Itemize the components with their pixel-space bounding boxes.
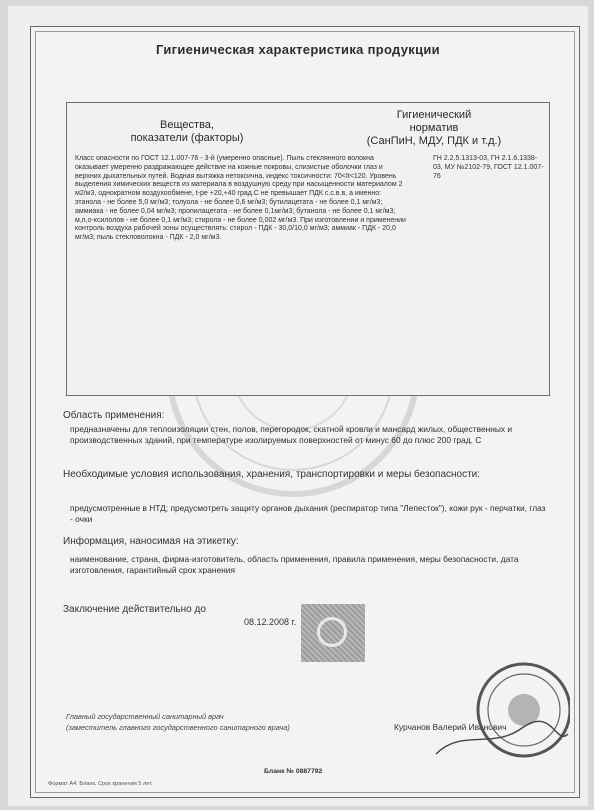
signatory-line-2: (заместитель главного государственного санитарного врача) — [66, 723, 290, 732]
signatory-line-1: Главный государственный санитарный врач — [66, 712, 224, 721]
validity-date: 08.12.2008 г. — [244, 617, 297, 627]
norms-column-header — [329, 109, 539, 148]
info-text: наименование, страна, фирма-изготовитель, область применения, правила применения, меры безопасности, дата изготовления, гарантийный срок хранения — [70, 554, 519, 575]
norms-text: ГН 2.2.5.1313-03, ГН 2.1.6.1338-03, МУ №2102-79, ГОСТ 12.1.007-76 — [433, 155, 544, 180]
norms-header-line-1: Гигиенический — [396, 109, 472, 121]
area-label: Область применения: — [63, 410, 165, 421]
conditions-label: Необходимые условия использования, хранения, транспортировки и меры безопасности: — [63, 469, 481, 480]
conditions-text: предусмотренные в НТД; предусмотреть защиту органов дыхания (респиратор типа "Лепесток"), кожи рук - перчатки, глаз - очки — [70, 503, 546, 524]
factors-text: Класс опасности по ГОСТ 12.1.007-76 - 3-й (умеренно опасные). Пыль стеклянного волокна оказывает умеренно раздражающее действие на кожные покровы, слизистые оболочки глаз и верхних дыхательных путей. Водная вытяжка нетоксична, индекс токсичности: 70<It<120. Уровень выделения химических веществ из материала в воздушную среду при насыщенности материалом 2 м2/м3, однократном воздухообмене, t-ре +20,+40 град.С не превышает ПДК с.с.в.в, а именно: этанола - не более 5,0 мг/м3; толуола - не более 0,6 мг/м3; бутилацетата - не более 0,1 мг/м3; аммиака - не более 0,04 мг/м3; пропилацетата - не более 0,1мг/м3; бутанола - не более 0,1 мг/м3; м,п,о-ксилолов - не более 0,1 мг/м3; стирола - не более 0,002 мг/м3. При изготовлении и применении контроль воздуха рабочей зоны осуществлять: стирол - ПДК - 30,0/10,0 мг/м3; аммиак - ПДК - 20,0 мг/м3; пыль стекловолокна - ПДК - 2,0 мг/м3. — [75, 155, 406, 242]
signatory-name: Курчанов Валерий Иванович — [394, 722, 507, 732]
validity-label: Заключение действительно до — [63, 604, 206, 615]
area-text: предназначены для теплоизоляции стен, полов, перегородок, скатной кровли и мансард жилых, общественных и производственных зданий, при температуре изолируемых поверхностей от минус 60 до плюс 200 град. С — [70, 424, 513, 445]
info-label: Информация, наносимая на этикетку: — [63, 536, 239, 547]
document-sheet — [8, 6, 588, 806]
blank-number: Бланк № 0887792 — [264, 768, 323, 775]
norms-header-line-3: (СанПиН, МДУ, ПДК и т.д.) — [366, 135, 502, 147]
hygiene-table — [66, 102, 550, 396]
factors-column-header — [127, 119, 247, 145]
format-note: Формат А4. Бланк. Срок хранения 5 лет. — [48, 781, 153, 787]
hologram-seal-icon — [301, 604, 365, 662]
factors-header-line-2: показатели (факторы) — [130, 132, 244, 144]
factors-header-line-1: Вещества, — [160, 119, 214, 131]
norms-header-line-2: норматив — [409, 122, 459, 134]
official-stamp-icon — [432, 658, 570, 770]
hologram-ring-icon — [317, 617, 347, 647]
document-title: Гигиеническая характеристика продукции — [156, 42, 440, 57]
signatory-title — [66, 711, 290, 733]
